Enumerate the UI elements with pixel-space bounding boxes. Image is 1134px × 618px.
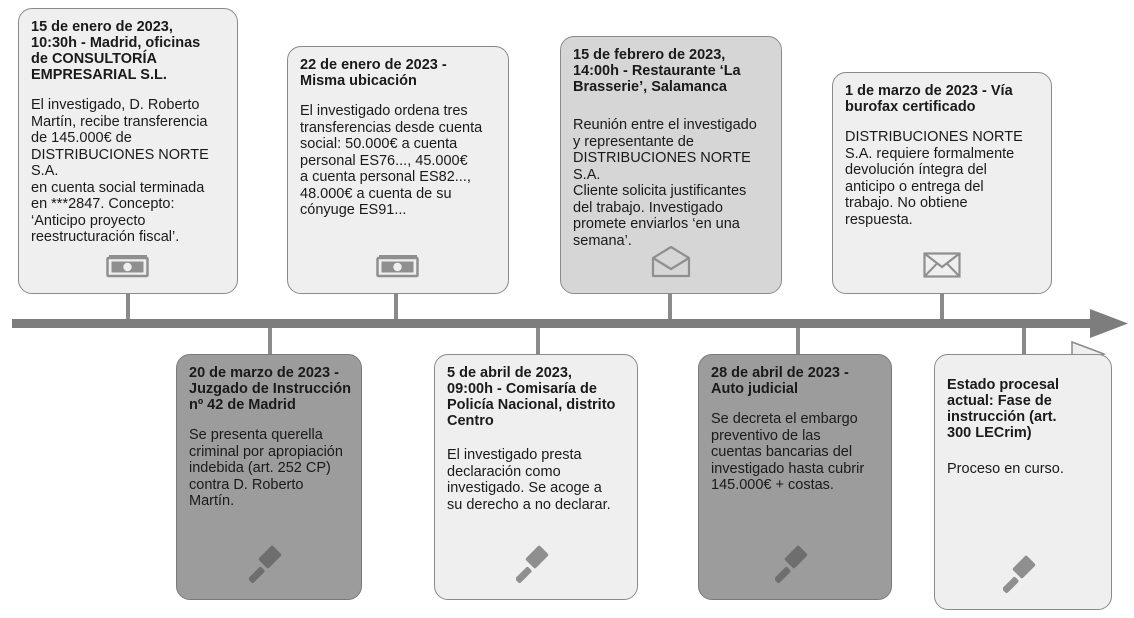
event-title: 5 de abril de 2023, 09:00h - Comisaría de Policía Nacional, distrito Centro — [447, 365, 616, 429]
money-icon — [106, 254, 150, 283]
gavel-icon — [516, 544, 556, 589]
event-title: 20 de marzo de 2023 - Juzgado de Instrucción nº 42 de Madrid — [189, 365, 351, 413]
event-description: Se presenta querella criminal por apropiación indebida (art. 252 CP) contra D. Roberto Martín. — [189, 427, 343, 509]
event-title: 1 de marzo de 2023 - Vía burofax certificado — [845, 83, 1013, 115]
gavel-icon — [249, 544, 289, 589]
event-card-e3 — [560, 36, 782, 294]
money-icon — [376, 254, 420, 283]
event-title: 22 de enero de 2023 - Misma ubicación — [300, 57, 447, 89]
event-description: El investigado presta declaración como investigado. Se acoge a su derecho a no declarar. — [447, 447, 611, 513]
event-card-e4 — [832, 72, 1052, 294]
event-title: 28 de abril de 2023 - Auto judicial — [711, 365, 849, 397]
event-description: DISTRIBUCIONES NORTE S.A. requiere formalmente devolución íntegra del anticipo o entrega del trabajo. No obtiene respuesta. — [845, 129, 1023, 228]
event-card-e5 — [176, 354, 362, 600]
timeline-axis — [12, 319, 1092, 328]
event-description: Reunión entre el investigado y representante de DISTRIBUCIONES NORTE S.A. Cliente solicita justificantes del trabajo. Investigado promete enviarlos ‘en una semana’. — [573, 117, 757, 249]
event-card-e7 — [698, 354, 892, 600]
event-card-e2 — [287, 46, 509, 294]
timeline-arrowhead — [1090, 309, 1128, 338]
event-description: El investigado ordena tres transferencias desde cuenta social: 50.000€ a cuenta personal ES76..., 45.000€ a cuenta personal ES82..., 48.000€ a cuenta de su cónyuge ES91... — [300, 103, 483, 218]
event-title: Estado procesal actual: Fase de instrucción (art. 300 LECrim) — [947, 377, 1060, 441]
event-card-e8 — [934, 354, 1112, 610]
envelope-icon — [923, 252, 961, 283]
event-title: 15 de enero de 2023, 10:30h - Madrid, oficinas de CONSULTORÍA EMPRESARIAL S.L. — [31, 19, 201, 83]
event-card-e6 — [434, 354, 638, 600]
event-description: Se decreta el embargo preventivo de las cuentas bancarias del investigado hasta cubrir 145.000€ + costas. — [711, 411, 865, 493]
event-description: Proceso en curso. — [947, 461, 1064, 477]
gavel-icon — [1003, 554, 1043, 599]
event-card-e1 — [18, 8, 238, 294]
gavel-icon — [775, 544, 815, 589]
event-title: 15 de febrero de 2023, 14:00h - Restaurante ‘La Brasserie’, Salamanca — [573, 47, 741, 95]
event-description: El investigado, D. Roberto Martín, recibe transferencia de 145.000€ de DISTRIBUCIONES NORTE S.A. en cuenta social terminada en ***2847. Concepto: ‘Anticipo proyecto reestructuración fiscal’. — [31, 97, 209, 245]
open-envelope-icon — [651, 246, 691, 283]
